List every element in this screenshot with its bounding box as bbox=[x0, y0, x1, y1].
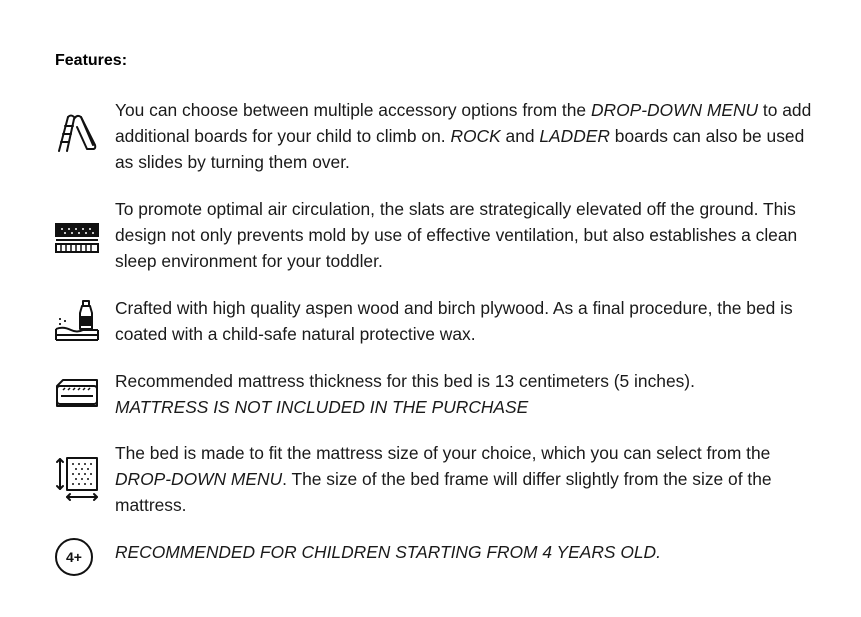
feature-text: Crafted with high quality aspen wood and birch plywood. As a final procedure, the bed is coated with a child-safe natural protective wax. bbox=[115, 298, 793, 344]
slide-ladder-icon bbox=[53, 109, 101, 157]
feature-text: Recommended mattress thickness for this bed is 13 centimeters (5 inches). MATTRESS IS NOT INCLUDED IN THE PURCHASE bbox=[115, 371, 695, 417]
feature-text: The bed is made to fit the mattress size of your choice, which you can select from the DROP-DOWN MENU. The size of the bed frame will differ slightly from the size of the mattress. bbox=[115, 443, 772, 515]
features-heading: Features: bbox=[55, 52, 128, 69]
mattress-size-icon bbox=[53, 455, 101, 503]
mattress-icon bbox=[53, 370, 101, 418]
feature-text: You can choose between multiple accessory options from the DROP-DOWN MENU to add additional boards for your child to climb on. ROCK and LADDER boards can also be used as slides by turning them over. bbox=[115, 100, 812, 172]
age-badge-label: 4+ bbox=[66, 549, 82, 565]
wax-bottle-icon bbox=[53, 299, 101, 347]
elevated-slats-icon bbox=[53, 214, 101, 262]
age-4-plus-icon bbox=[53, 533, 101, 581]
feature-text: RECOMMENDED FOR CHILDREN STARTING FROM 4 YEARS OLD. bbox=[115, 542, 661, 562]
feature-text: To promote optimal air circulation, the slats are strategically elevated off the ground. This design not only prevents mold by use of effective ventilation, but also establishes a clean sleep environment for your toddler. bbox=[115, 199, 798, 271]
